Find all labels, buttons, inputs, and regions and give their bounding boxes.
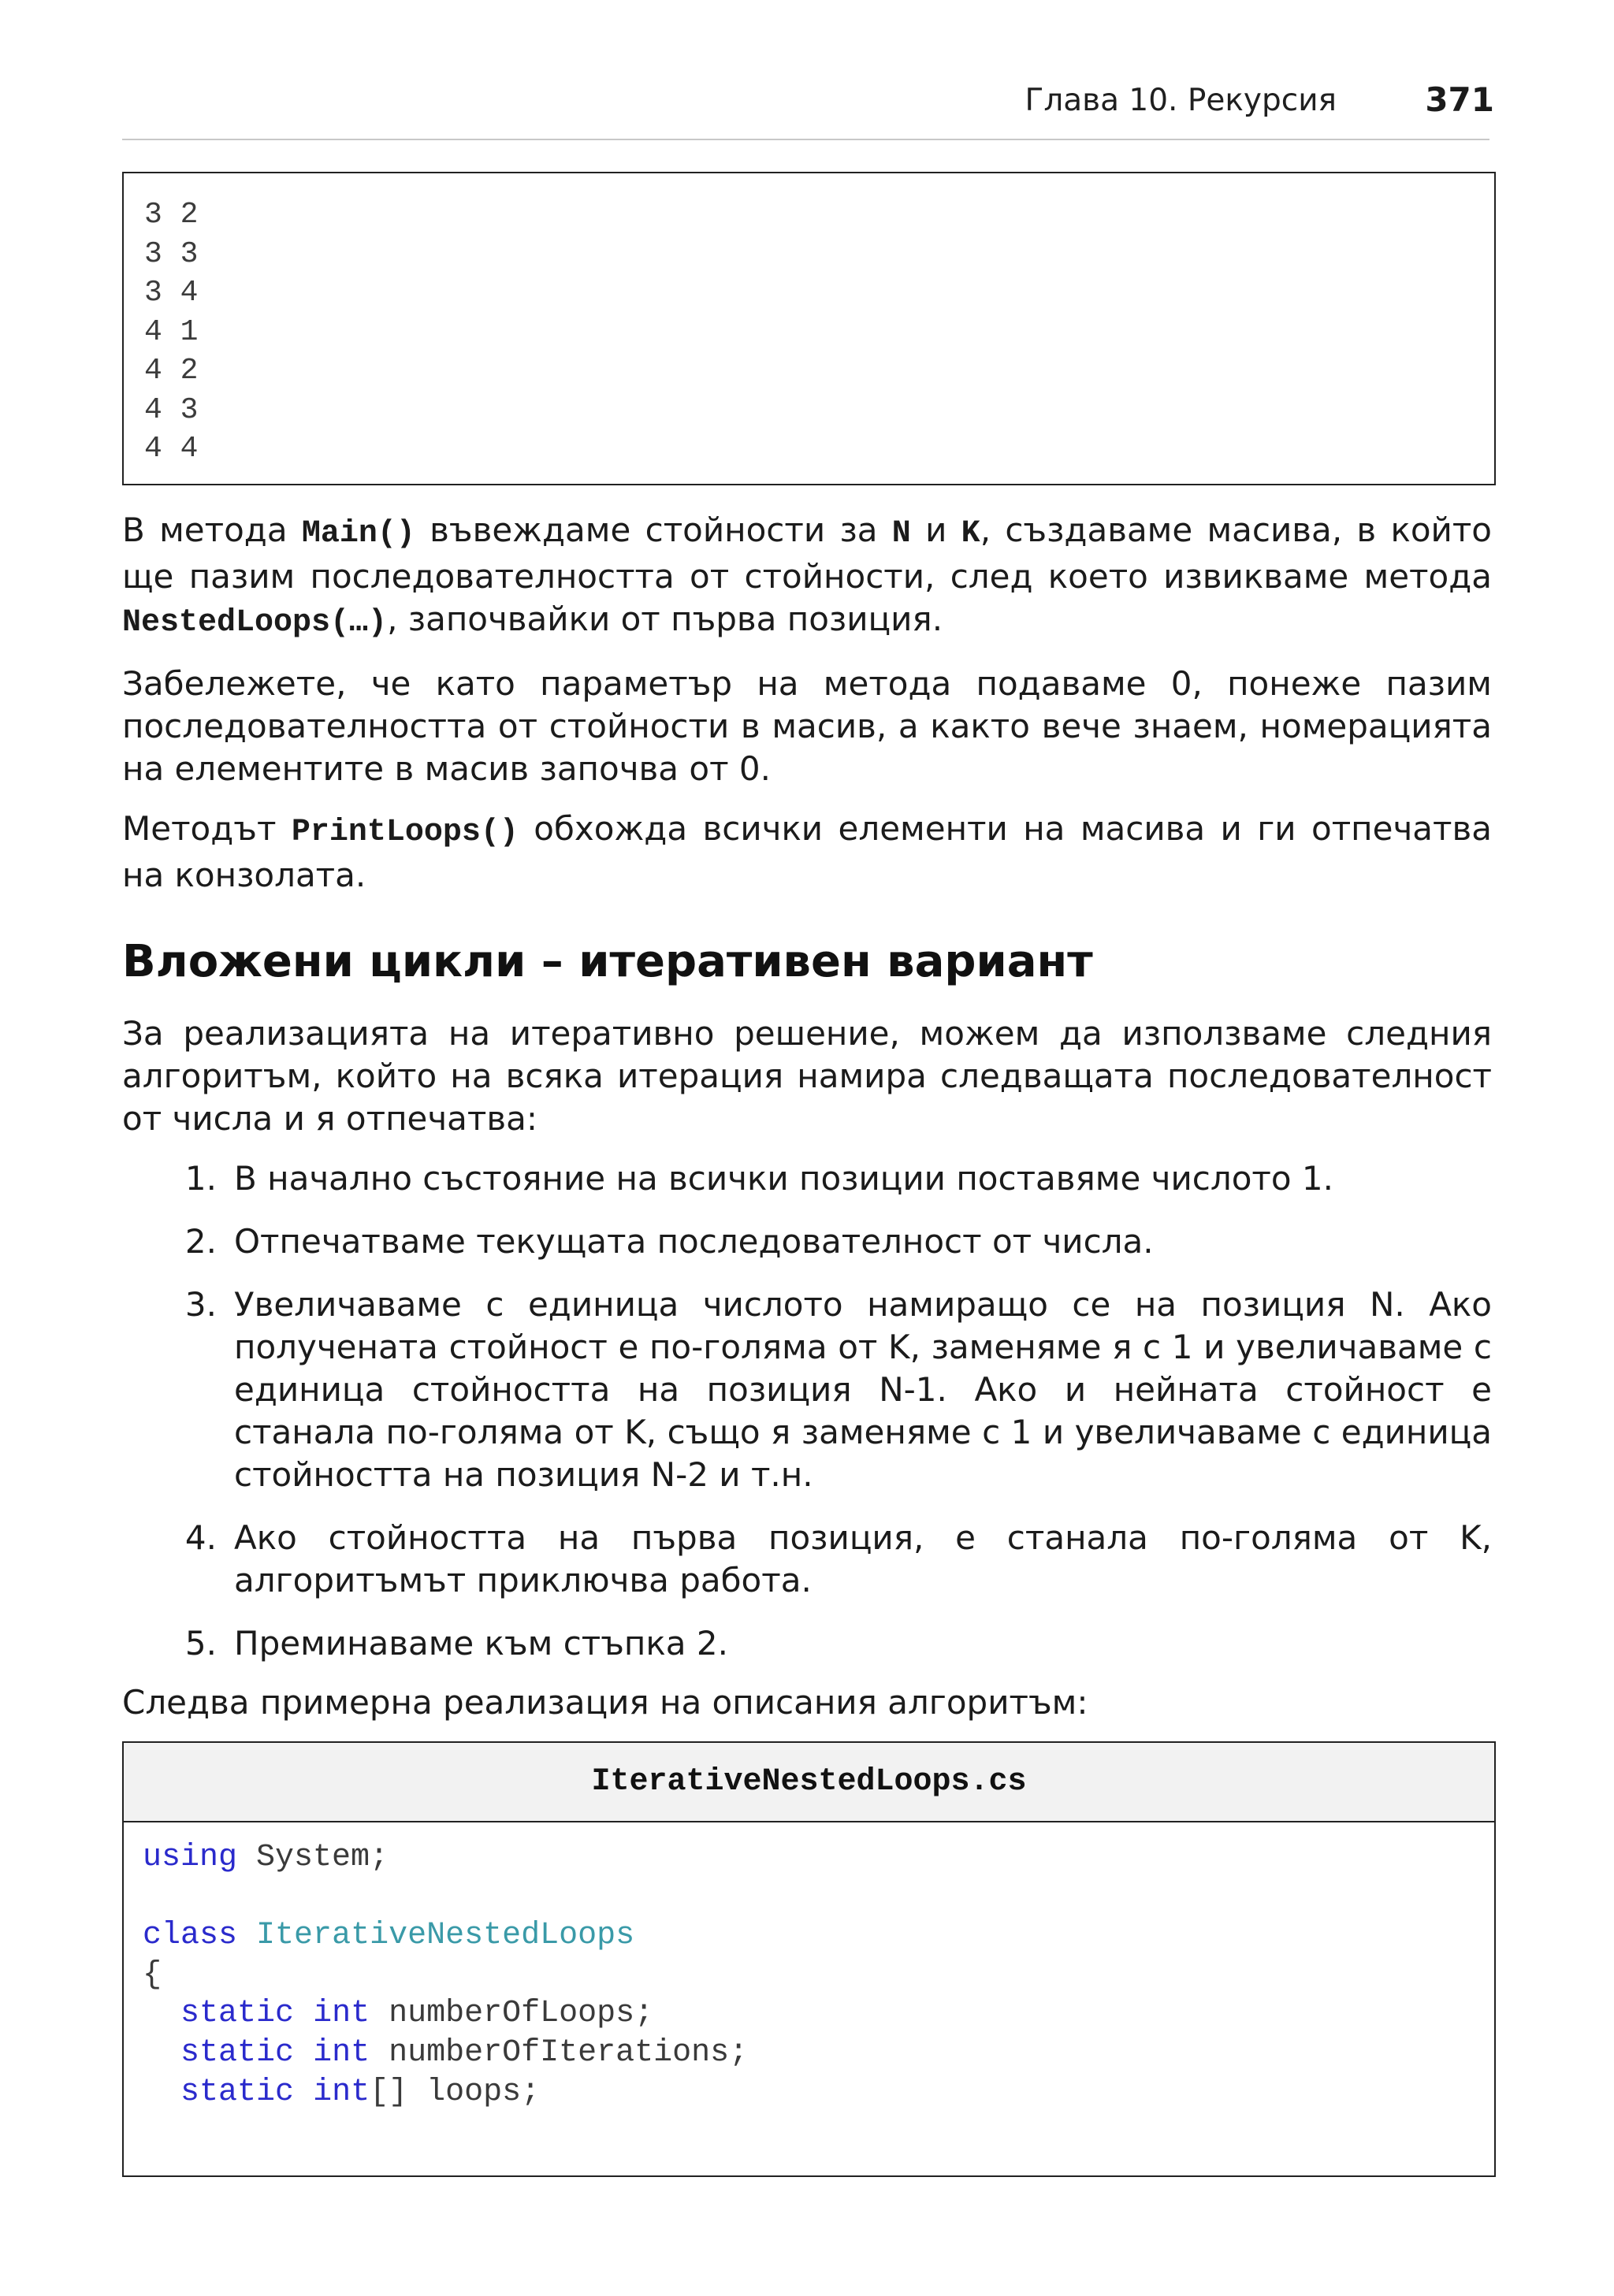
page-number: 371 xyxy=(1425,80,1494,119)
text: , започвайки от първа позиция. xyxy=(387,600,943,638)
running-header-chapter: Глава 10. Рекурсия xyxy=(1025,83,1337,118)
paragraph-print-loops xyxy=(122,808,1492,897)
code-line xyxy=(143,1956,1494,1995)
header-divider xyxy=(122,139,1489,140)
keyword: static xyxy=(180,2034,295,2071)
paragraph-example-intro: Следва примерна реализация на описания алгоритъм: xyxy=(122,1683,1088,1722)
output-line: 4 2 xyxy=(144,354,199,388)
keyword: using xyxy=(143,1840,238,1875)
console-output-box xyxy=(122,172,1496,485)
code-text: numberOfIterations; xyxy=(370,2034,749,2071)
code-text: [] xyxy=(370,2074,408,2110)
list-text: Увеличаваме с единица числото намиращо се на позиция N. Ако получената стойност е по-голяма от K, заменяме я с 1 и увеличаваме с единица стойността на позиция N-1. Ако и нейната стойност е станала по-голяма от K, също я заменяме с 1 и увеличаваме с единица стойността на позиция N-2 и т.н. xyxy=(234,1285,1492,1494)
paragraph-note: Забележете, че като параметър на метода подаваме 0, понеже пазим последователността от стойности в масив, а както вече знаем, номерацията на елементите в масив започва от 0. xyxy=(122,664,1492,788)
keyword: int xyxy=(313,2034,370,2071)
code-line xyxy=(143,1838,1494,1878)
list-item xyxy=(169,1220,1492,1263)
text: обхожда всички елементи на масива и ги отпечатва на конзолата. xyxy=(122,809,1492,894)
list-item xyxy=(169,1157,1492,1200)
code-text: System; xyxy=(237,1840,389,1875)
code-text: numberOfLoops; xyxy=(370,1996,654,2032)
list-number: 1. xyxy=(184,1159,217,1198)
list-text: В начално състояние на всички позиции поставяме числото 1. xyxy=(234,1159,1334,1198)
output-line: 3 4 xyxy=(144,276,199,310)
text: В метода xyxy=(122,511,302,549)
code-line xyxy=(143,2073,1494,2112)
output-line: 4 3 xyxy=(144,392,199,427)
code-filename: IterativeNestedLoops.cs xyxy=(124,1743,1494,1822)
list-text: Ако стойността на първа позиция, е станала по-голяма от K, алгоритъмът приключва работа. xyxy=(234,1518,1492,1599)
code-text: { xyxy=(143,1956,162,1993)
list-item xyxy=(169,1517,1492,1602)
inline-code: PrintLoops() xyxy=(291,815,519,850)
inline-code: K xyxy=(961,516,980,552)
list-number: 3. xyxy=(184,1285,217,1324)
algorithm-steps-list xyxy=(169,1157,1492,1685)
keyword: int xyxy=(313,1996,370,2032)
code-text: loops; xyxy=(407,2074,541,2110)
keyword: static xyxy=(180,1996,295,2032)
list-number: 5. xyxy=(184,1624,217,1663)
list-item xyxy=(169,1284,1492,1496)
list-text: Отпечатваме текущата последователност от числа. xyxy=(234,1222,1154,1261)
paragraph-main-method xyxy=(122,509,1492,645)
output-line: 4 4 xyxy=(144,432,199,466)
output-line: 3 3 xyxy=(144,236,199,271)
text: въвеждаме стойности за xyxy=(415,511,892,549)
code-body xyxy=(124,1822,1494,2112)
code-line xyxy=(143,2034,1494,2073)
inline-code: NestedLoops(…) xyxy=(122,605,388,641)
keyword: static xyxy=(180,2074,295,2110)
text: Методът xyxy=(122,809,292,848)
list-item xyxy=(169,1622,1492,1665)
list-number: 4. xyxy=(184,1518,217,1557)
keyword: class xyxy=(143,1918,238,1954)
text: , създаваме масива, в който ще пазим последователността от стойности, след което извикваме метода xyxy=(122,511,1492,596)
list-number: 2. xyxy=(184,1222,217,1261)
keyword: int xyxy=(313,2074,370,2110)
code-line xyxy=(143,1878,1494,1917)
inline-code: Main() xyxy=(301,516,415,552)
section-heading: Вложени цикли – итеративен вариант xyxy=(122,936,1093,987)
list-text: Преминаваме към стъпка 2. xyxy=(234,1624,728,1663)
type-name: IterativeNestedLoops xyxy=(256,1918,635,1954)
inline-code: N xyxy=(891,516,911,552)
text: и xyxy=(910,511,961,549)
output-line: 4 1 xyxy=(144,314,199,349)
code-line xyxy=(143,1994,1494,2034)
code-listing xyxy=(122,1741,1496,2177)
code-line xyxy=(143,1916,1494,1956)
output-line: 3 2 xyxy=(144,198,199,232)
paragraph-algorithm-intro: За реализацията на итеративно решение, можем да използваме следния алгоритъм, който на всяка итерация намира следващата последователност от числа и я отпечатва: xyxy=(122,1014,1492,1138)
